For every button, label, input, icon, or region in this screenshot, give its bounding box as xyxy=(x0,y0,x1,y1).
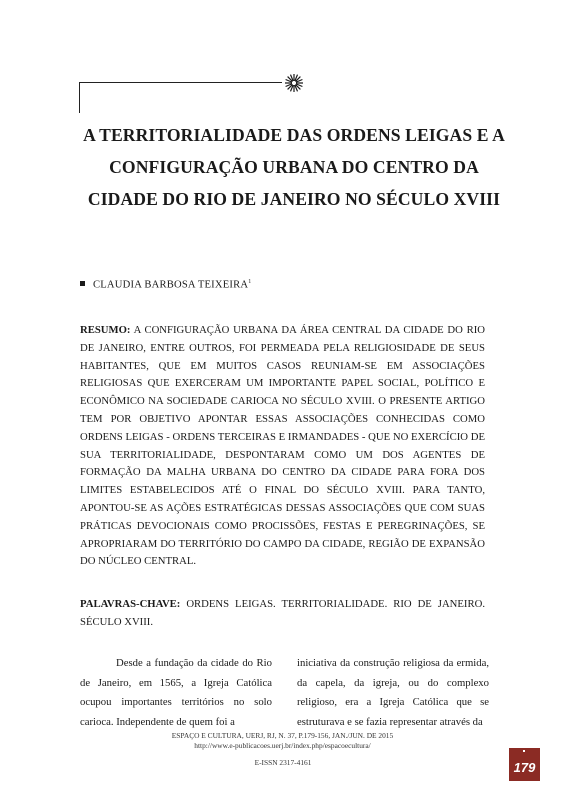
body-column-left xyxy=(80,654,272,732)
issn: E-ISSN 2317-4161 xyxy=(254,758,312,767)
corner-rule-horizontal xyxy=(79,82,282,83)
corner-rule-vertical xyxy=(79,82,80,113)
page-number: 179 xyxy=(513,760,536,775)
keywords-label: PALAVRAS-CHAVE: xyxy=(80,598,181,610)
journal-citation: ESPAÇO E CULTURA, UERJ, RJ, N. 37, P.179-156, JAN./JUN. DE 2015 xyxy=(171,731,394,740)
author-line xyxy=(80,279,251,291)
page-footer xyxy=(80,731,485,751)
body-column-right xyxy=(297,654,489,732)
abstract-label: RESUMO: xyxy=(80,324,131,336)
keywords xyxy=(80,596,485,632)
abstract xyxy=(80,322,485,571)
body-left-text: Desde a fundação da cidade do Rio de Janeiro, em 1565, a Igreja Católica ocupou importantes territórios no solo carioca. Independente de quem foi a xyxy=(80,657,272,728)
article-title: A TERRITORIALIDADE DAS ORDENS LEIGAS E A CONFIGURAÇÃO URBANA DO CENTRO DA CIDADE DO RIO DE JANEIRO NO SÉCULO XVIII xyxy=(83,125,505,209)
author-name: CLAUDIA BARBOSA TEIXEIRA xyxy=(93,279,249,291)
abstract-text: A CONFIGURAÇÃO URBANA DA ÁREA CENTRAL DA CIDADE DO RIO DE JANEIRO, ENTRE OUTROS, FOI PERMEADA PELA RELIGIOSIDADE DE SEUS HABITANTES, QUE EM MUITOS CASOS REUNIAM-SE EM ASSOCIAÇÕES RELIGIOSAS QUE EXERCERAM UM IMPORTANTE PAPEL SOCIAL, POLÍTICO E ECONÔMICO NA SOCIEDADE CARIOCA NO SÉCULO XVIII. O PRESENTE ARTIGO TEM POR OBJETIVO APONTAR ESSAS ASSOCIAÇÕES CONHECIDAS COMO ORDENS LEIGAS - ORDENS TERCEIRAS E IRMANDADES - QUE NO EXERCÍCIO DE SUA TERRITORIALIDADE, DESPONTARAM COMO UM DOS AGENTES DE FORMAÇÃO DA MALHA URBANA DO CENTRO DA CIDADE PARA FORA DOS LIMITES ESTABELECIDOS ATÉ O FINAL DO SÉCULO XVIII. PARA TANTO, APONTOU-SE AS AÇÕES ESTRATÉGICAS DESSAS ASSOCIAÇÕES QUE COM SUAS PRÁTICAS DEVOCIONAIS COMO PROCISSÕES, FESTAS E PEREGRINAÇÕES, SE APROPRIARAM DO TERRITÓRIO DO CAMPO DA CIDADE, REGIÃO DE EXPANSÃO DO NÚCLEO CENTRAL. xyxy=(80,324,485,568)
sun-ornament-icon xyxy=(284,73,304,93)
body-right-text: iniciativa da construção religiosa da ermida, da capela, da igreja, ou do complexo religioso, era a Igreja Católica que se estruturava e se fazia representar através da xyxy=(297,657,489,728)
author-bullet xyxy=(80,281,85,286)
keywords-text: ORDENS LEIGAS. TERRITORIALIDADE. RIO DE JANEIRO. SÉCULO XVIII. xyxy=(80,598,486,628)
author-footnote-mark: 1 xyxy=(248,279,252,285)
page-number-badge xyxy=(509,748,540,781)
badge-tick xyxy=(523,750,525,752)
journal-url: http://www.e-publicacoes.uerj.br/index.php/espacoecultura/ xyxy=(194,741,371,750)
